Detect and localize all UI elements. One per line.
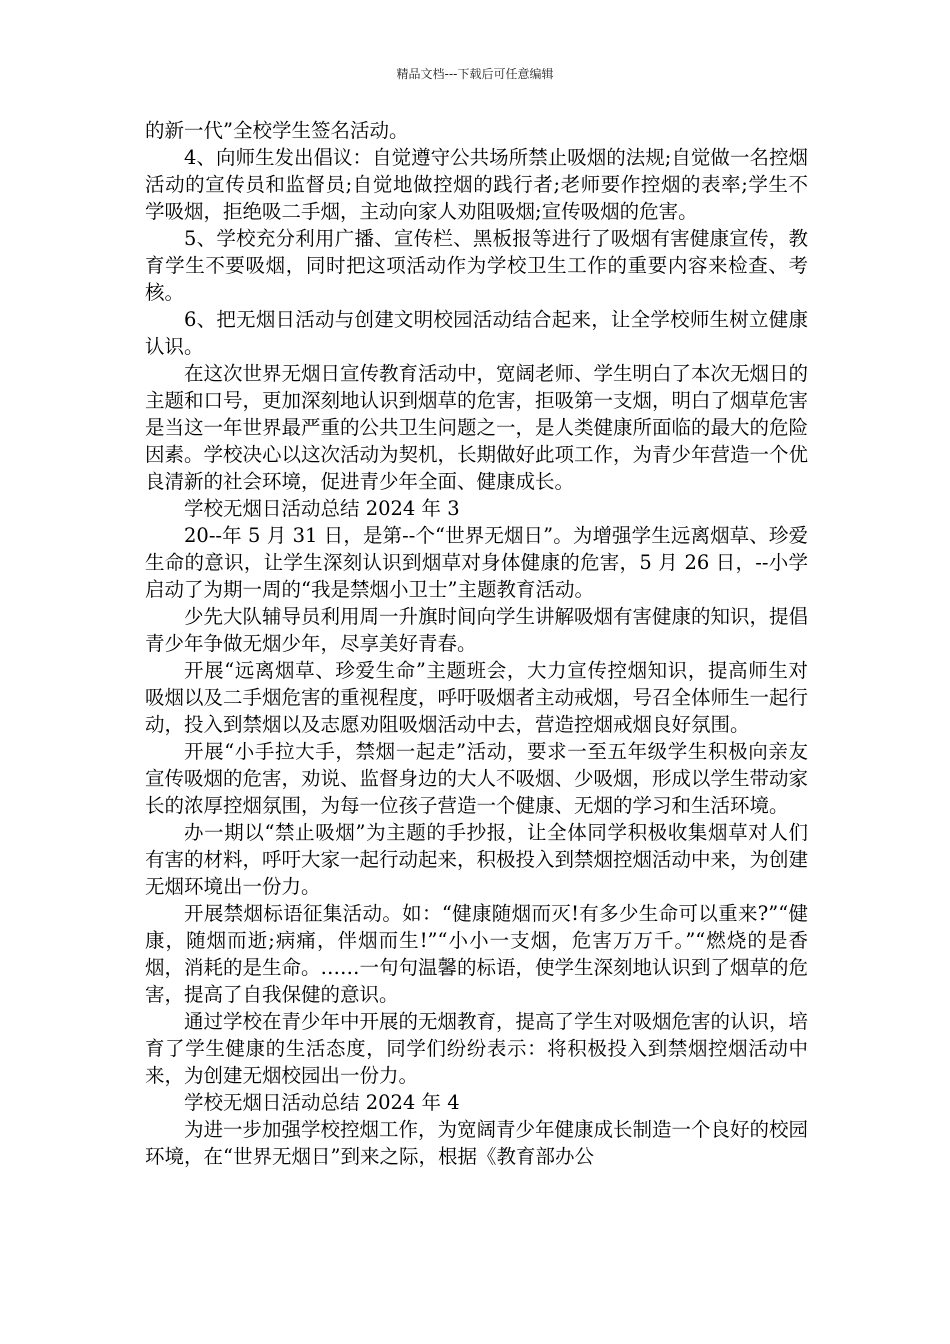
document-body — [145, 117, 808, 1170]
paragraph: 少先大队辅导员利用周一升旗时间向学生讲解吸烟有害健康的知识，提倡青少年争做无烟少年，尽享美好青春。 — [145, 605, 809, 655]
paragraph: 为进一步加强学校控烟工作，为宽阔青少年健康成长制造一个良好的校园环境，在“世界无烟日”到来之际，根据《教育部办公 — [145, 1118, 809, 1168]
paragraph: 通过学校在青少年中开展的无烟教育，提高了学生对吸烟危害的认识，培育了学生健康的生活态度，同学们纷纷表示：将积极投入到禁烟控烟活动中来，为创建无烟校园出一份力。 — [145, 1010, 809, 1087]
paragraph: 6、把无烟日活动与创建文明校园活动结合起来，让全学校师生树立健康认识。 — [145, 308, 808, 358]
paragraph: 4、向师生发出倡议：自觉遵守公共场所禁止吸烟的法规;自觉做一名控烟活动的宣传员和监督员;自觉地做控烟的践行者;老师要作控烟的表率;学生不学吸烟，拒绝吸二手烟，主动向家人劝阻吸烟;宣传吸烟的危害。 — [145, 146, 808, 223]
paragraph: 开展“小手拉大手，禁烟一起走”活动，要求一至五年级学生积极向亲友宣传吸烟的危害，劝说、监督身边的大人不吸烟、少吸烟，形成以学生带动家长的浓厚控烟氛围，为每一位孩子营造一个健康、无烟的学习和生活环境。 — [145, 740, 809, 817]
paragraph: 5、学校充分利用广播、宣传栏、黑板报等进行了吸烟有害健康宣传，教育学生不要吸烟，同时把这项活动作为学校卫生工作的重要内容来检查、考核。 — [145, 227, 808, 304]
section-heading: 学校无烟日活动总结 2024 年 4 — [184, 1091, 460, 1114]
paragraph: 在这次世界无烟日宣传教育活动中，宽阔老师、学生明白了本次无烟日的主题和口号，更加深刻地认识到烟草的危害，拒吸第一支烟，明白了烟草危害是当这一年世界最严重的公共卫生问题之一，是人类健康所面临的最大的危险因素。学校决心以这次活动为契机，长期做好此项工作，为青少年营造一个优良清新的社会环境，促进青少年全面、健康成长。 — [145, 362, 809, 493]
paragraph: 办一期以“禁止吸烟”为主题的手抄报，让全体同学积极收集烟草对人们有害的材料，呼吁大家一起行动起来，积极投入到禁烟控烟活动中来，为创建无烟环境出一份力。 — [145, 821, 809, 898]
paragraph: 开展“远离烟草、珍爱生命”主题班会，大力宣传控烟知识，提高师生对吸烟以及二手烟危害的重视程度，呼吁吸烟者主动戒烟，号召全体师生一起行动，投入到禁烟以及志愿劝阻吸烟活动中去，营造控烟戒烟良好氛围。 — [145, 659, 809, 736]
paragraph: 开展禁烟标语征集活动。如：“健康随烟而灭!有多少生命可以重来?”“健康，随烟而逝;病痛，伴烟而生!”“小小一支烟，危害万万千。”“燃烧的是香烟，消耗的是生命。……一句句温馨的标语，使学生深刻地认识到了烟草的危害，提高了自我保健的意识。 — [145, 902, 809, 1006]
page-header: 精品文档---下载后可任意编辑 — [396, 67, 554, 81]
paragraph: 20--年 5 月 31 日，是第--个“世界无烟日”。为增强学生远离烟草、珍爱生命的意识，让学生深刻认识到烟草对身体健康的危害，5 月 26 日，--小学启动了为期一周的“我是禁烟小卫士”主题教育活动。 — [145, 524, 808, 601]
paragraph: 的新一代”全校学生签名活动。 — [145, 119, 409, 142]
section-heading: 学校无烟日活动总结 2024 年 3 — [184, 497, 460, 520]
